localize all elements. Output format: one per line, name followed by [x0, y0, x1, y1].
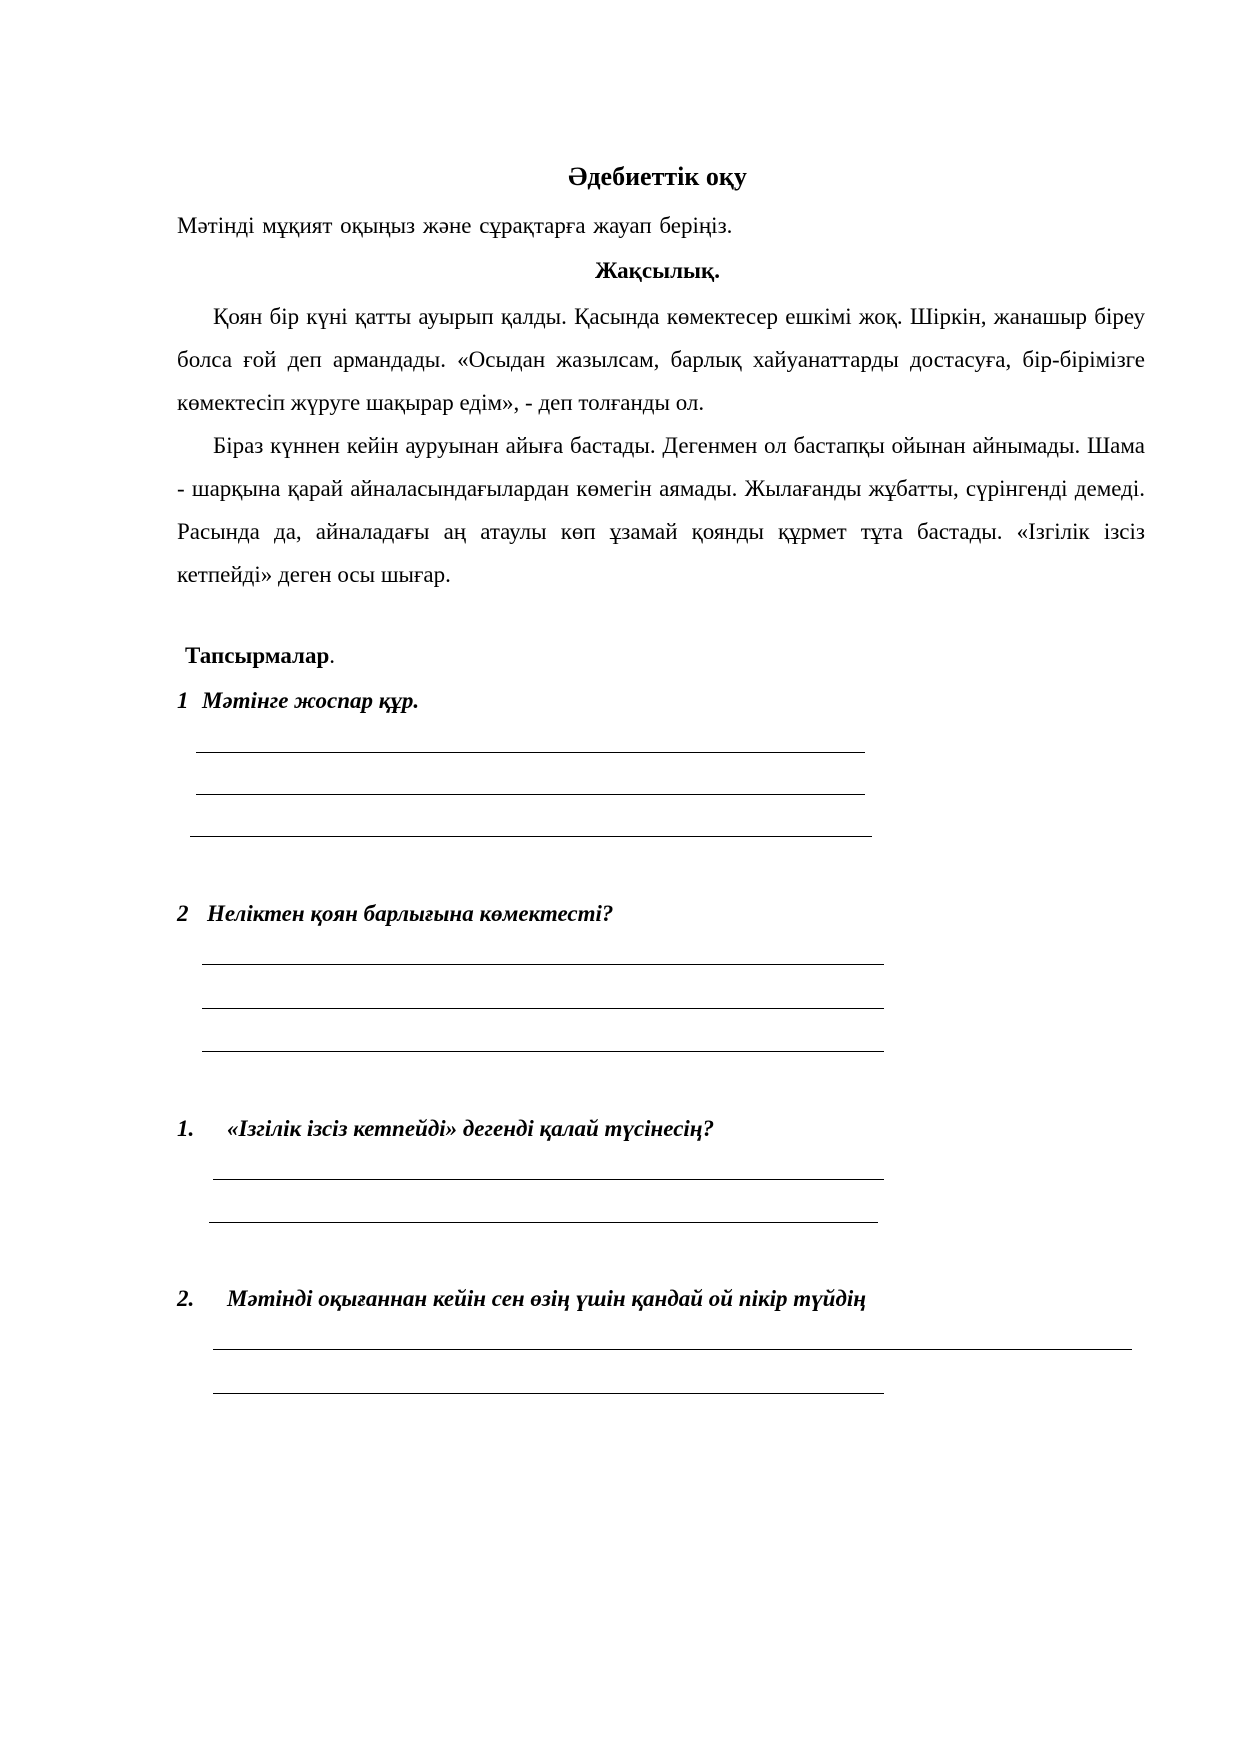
question-1: [177, 685, 419, 717]
answer-line[interactable]: [213, 1179, 884, 1180]
question-3: [177, 1113, 714, 1145]
question-text: Неліктен қоян барлығына көмектесті?: [207, 901, 614, 926]
answer-line[interactable]: [202, 964, 884, 965]
story-paragraph: Қоян бір күні қатты ауырып қалды. Қасында көмектесер ешкімі жоқ. Шіркін, жанашыр біреу болса ғой деп армандады. «Осыдан жазылсам, барлық хайуанаттарды достасуға, бір-бірімізге көмектесіп жүруге шақырар едім», - деп толғанды ол.: [177, 304, 1145, 415]
instruction-text: Мәтінді мұқият оқыңыз және сұрақтарға жауап беріңіз.: [177, 213, 733, 238]
story-title: Жақсылық.: [595, 258, 720, 283]
question-number: 1.: [177, 1116, 195, 1141]
tasks-heading-period: .: [329, 643, 335, 668]
answer-line[interactable]: [209, 1222, 878, 1223]
question-number: 2.: [177, 1286, 195, 1311]
question-text: Мәтінге жоспар құр.: [202, 688, 420, 713]
answer-line[interactable]: [196, 794, 865, 795]
tasks-heading-label: Тапсырмалар: [185, 643, 330, 668]
tasks-heading: [185, 640, 335, 672]
answer-line[interactable]: [196, 752, 865, 753]
question-number: 1: [177, 688, 189, 713]
answer-line[interactable]: [190, 836, 872, 837]
answer-line[interactable]: [202, 1008, 884, 1009]
answer-line[interactable]: [213, 1393, 884, 1394]
question-4: [177, 1283, 866, 1315]
story-text: [177, 295, 1145, 596]
question-text: Мәтінді оқығаннан кейін сен өзің үшін қандай ой пікір түйдің: [227, 1286, 867, 1311]
question-2: [177, 898, 613, 930]
page-title: Әдебиеттік оқу: [568, 162, 747, 191]
story-paragraph: Біраз күннен кейін ауруынан айыға бастады. Дегенмен ол бастапқы ойынан айнымады. Шама - шарқына қарай айналасындағылардан көмегін аямады. Жылағанды жұбатты, сүрінгенді демеді. Расында да, айналадағы аң атаулы көп ұзамай қоянды құрмет тұта бастады. «Ізгілік ізсіз кетпейді» деген осы шығар.: [177, 433, 1145, 587]
question-text: «Ізгілік ізсіз кетпейді» дегенді қалай түсінесің?: [227, 1116, 715, 1141]
answer-line[interactable]: [202, 1051, 884, 1052]
answer-line[interactable]: [213, 1349, 1132, 1350]
question-number: 2: [177, 901, 189, 926]
